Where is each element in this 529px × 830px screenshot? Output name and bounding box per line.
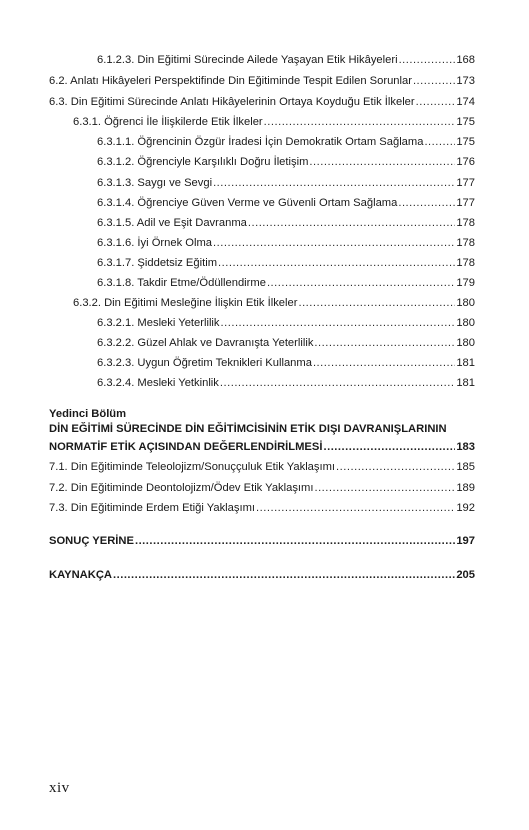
leader-dots xyxy=(213,236,455,250)
toc-entry-page: 178 xyxy=(456,217,475,229)
toc-entry-page: 180 xyxy=(456,317,475,329)
toc-entry xyxy=(73,115,475,129)
toc-entry xyxy=(49,501,475,515)
toc-entry-page: 174 xyxy=(456,96,475,108)
toc-entry xyxy=(49,95,475,109)
toc-entry xyxy=(97,53,475,67)
toc-entry-label: 6.3.1.6. İyi Örnek Olma xyxy=(97,237,213,249)
toc-entry-page: 205 xyxy=(456,569,475,581)
leader-dots xyxy=(314,336,455,350)
leader-dots xyxy=(213,176,455,190)
leader-dots xyxy=(218,256,455,270)
toc-entry-label: 6.3.2. Din Eğitimi Mesleğine İlişkin Etik İlkeler xyxy=(73,297,298,309)
toc-entry-label: 6.3.1.3. Saygı ve Sevgi xyxy=(97,177,213,189)
toc-entry-page: 179 xyxy=(456,277,475,289)
toc-entry-page: 192 xyxy=(456,502,475,514)
chapter-label: Yedinci Bölüm xyxy=(49,408,127,420)
toc-entry-label: 6.3.2.4. Mesleki Yetkinlik xyxy=(97,377,219,389)
toc-entry-label: 7.2. Din Eğitiminde Deontolojizm/Ödev Etik Yaklaşımı xyxy=(49,482,314,494)
leader-dots xyxy=(309,155,455,169)
toc-entry xyxy=(97,336,475,350)
chapter-title-line2: NORMATİF ETİK AÇISINDAN DEĞERLENDİRİLMESİ xyxy=(49,441,323,453)
toc-entry-label: 6.3. Din Eğitimi Sürecinde Anlatı Hikâyelerinin Ortaya Koyduğu Etik İlkeler xyxy=(49,96,415,108)
toc-entry xyxy=(97,196,475,210)
toc-entry-label: 6.3.1.2. Öğrenciyle Karşılıklı Doğru İletişim xyxy=(97,156,309,168)
toc-entry-page: 173 xyxy=(456,75,475,87)
toc-entry-label: SONUÇ YERİNE xyxy=(49,535,134,547)
leader-dots xyxy=(113,568,455,582)
toc-entry xyxy=(97,356,475,370)
leader-dots xyxy=(416,95,456,109)
toc-entry-conclusion xyxy=(49,534,475,548)
leader-dots xyxy=(256,501,455,515)
leader-dots xyxy=(267,276,455,290)
toc-entry xyxy=(97,276,475,290)
toc-entry-label: 6.3.1.8. Takdir Etme/Ödüllendirme xyxy=(97,277,266,289)
leader-dots xyxy=(398,196,455,210)
toc-entry-label: 6.3.1.4. Öğrenciye Güven Verme ve Güvenli Ortam Sağlama xyxy=(97,197,398,209)
toc-entry-page: 176 xyxy=(456,156,475,168)
toc-entry-page: 175 xyxy=(456,116,475,128)
toc-entry-page: 168 xyxy=(456,54,475,66)
toc-entry xyxy=(97,236,475,250)
toc-entry-label: 6.1.2.3. Din Eğitimi Sürecinde Ailede Yaşayan Etik Hikâyeleri xyxy=(97,54,398,66)
leader-dots xyxy=(336,460,455,474)
toc-entry-label: 6.3.1. Öğrenci İle İlişkilerde Etik İlkeler xyxy=(73,116,263,128)
leader-dots xyxy=(399,53,456,67)
leader-dots xyxy=(220,376,455,390)
leader-dots xyxy=(221,316,456,330)
toc-entry-label: 6.3.2.2. Güzel Ahlak ve Davranışta Yeterlilik xyxy=(97,337,314,349)
toc-entry xyxy=(97,135,475,149)
toc-entry-page: 183 xyxy=(456,441,475,453)
leader-dots xyxy=(424,135,455,149)
toc-entry-page: 175 xyxy=(456,136,475,148)
toc-entry-references xyxy=(49,568,475,582)
toc-entry xyxy=(97,316,475,330)
toc-entry xyxy=(97,216,475,230)
toc-entry-label: 6.2. Anlatı Hikâyeleri Perspektifinde Din Eğitiminde Tespit Edilen Sorunlar xyxy=(49,75,412,87)
leader-dots xyxy=(313,356,455,370)
chapter-title-line1: DİN EĞİTİMİ SÜRECİNDE DİN EĞİTİMCİSİNİN ETİK DIŞI DAVRANIŞLARININ xyxy=(49,423,447,435)
toc-entry-label: 7.3. Din Eğitiminde Erdem Etiği Yaklaşımı xyxy=(49,502,256,514)
leader-dots xyxy=(298,296,455,310)
leader-dots xyxy=(323,440,455,454)
toc-entry-page: 185 xyxy=(456,461,475,473)
toc-entry-page: 181 xyxy=(456,357,475,369)
toc-entry-page: 180 xyxy=(456,337,475,349)
toc-entry-page: 178 xyxy=(456,237,475,249)
toc-entry xyxy=(97,176,475,190)
toc-entry-page: 177 xyxy=(456,197,475,209)
toc-entry-page: 181 xyxy=(456,377,475,389)
toc-entry-label: 6.3.1.5. Adil ve Eşit Davranma xyxy=(97,217,247,229)
toc-entry-label: 6.3.1.1. Öğrencinin Özgür İradesi İçin Demokratik Ortam Sağlama xyxy=(97,136,424,148)
toc-entry-page: 180 xyxy=(456,297,475,309)
toc-entry xyxy=(97,155,475,169)
toc-entry-label: KAYNAKÇA xyxy=(49,569,112,581)
toc-entry-page: 197 xyxy=(456,535,475,547)
leader-dots xyxy=(135,534,455,548)
page-number: xiv xyxy=(49,780,70,796)
toc-entry-label: 6.3.2.3. Uygun Öğretim Teknikleri Kullanma xyxy=(97,357,312,369)
toc-entry xyxy=(97,376,475,390)
leader-dots xyxy=(314,481,455,495)
toc-entry xyxy=(73,296,475,310)
toc-entry xyxy=(97,256,475,270)
toc-entry xyxy=(49,481,475,495)
toc-entry xyxy=(49,460,475,474)
chapter-title-entry xyxy=(49,440,475,454)
leader-dots xyxy=(248,216,455,230)
toc-entry xyxy=(49,74,475,88)
toc-entry-label: 6.3.1.7. Şiddetsiz Eğitim xyxy=(97,257,218,269)
toc-entry-label: 7.1. Din Eğitiminde Teleolojizm/Sonuççuluk Etik Yaklaşımı xyxy=(49,461,336,473)
toc-entry-label: 6.3.2.1. Mesleki Yeterlilik xyxy=(97,317,220,329)
toc-entry-page: 189 xyxy=(456,482,475,494)
leader-dots xyxy=(264,115,456,129)
toc-entry-page: 177 xyxy=(456,177,475,189)
leader-dots xyxy=(413,74,455,88)
toc-entry-page: 178 xyxy=(456,257,475,269)
